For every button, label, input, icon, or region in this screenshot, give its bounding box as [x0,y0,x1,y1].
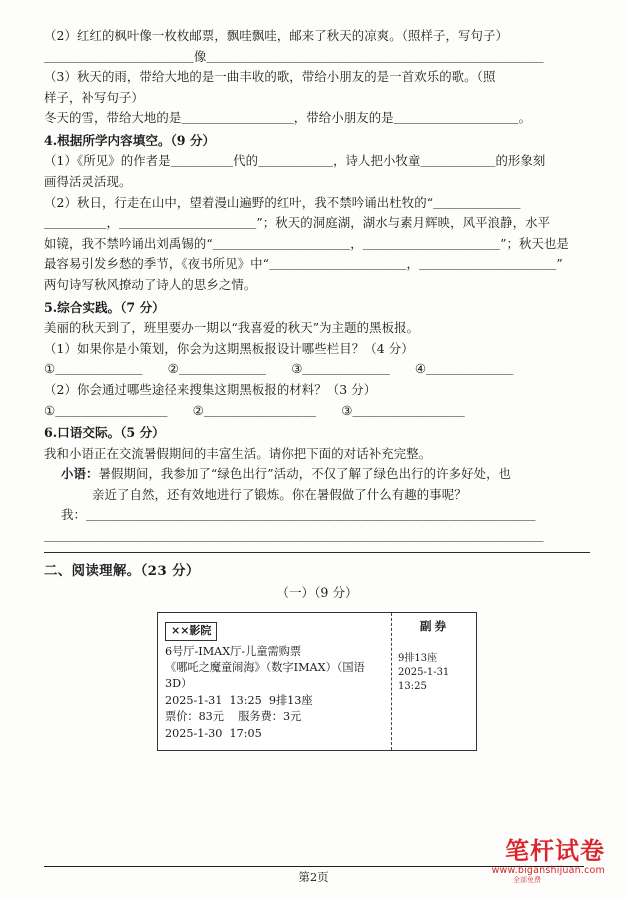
q3-item-3: （3）秋天的雨，带给大地的是一曲丰收的歌，带给小朋友的是一首欢乐的歌。（照 [44,69,496,85]
ticket-stub [392,613,476,750]
q6-heading [44,422,590,444]
ticket-purchase-time: 2025-1-30 17:05 [165,726,262,740]
q5-line-3: （2）你会通过哪些途径来搜集这期黑板报的材料？（3 分） [44,381,377,397]
ticket-stub-date: 2025-1-31 [398,666,450,678]
ticket-showtime: 2025-1-31 13:25 9排13座 [165,693,313,707]
page-number: 第2页 [298,870,329,884]
q6-reply-blank-2[interactable]: ＿＿＿＿＿＿＿＿＿＿＿＿＿＿＿＿＿＿＿＿＿＿＿＿＿＿＿＿＿＿＿＿＿＿＿＿＿＿＿＿ [44,527,544,543]
q4-line-4[interactable]: ＿＿＿＿＿，＿＿＿＿＿＿＿＿＿＿＿”；秋天的洞庭湖，湖水与素月辉映，风平浪静，水平 [44,215,551,231]
q3-item-2: （2）红红的枫叶像一枚枚邮票，飘哇飘哇，邮来了秋天的凉爽。（照样子，写句子） [44,28,508,43]
q4-line-3[interactable]: （2）秋日，行走在山中，望着漫山遍野的红叶，我不禁吟诵出杜牧的“＿＿＿＿＿＿＿ [44,194,521,210]
q5-title: 综合实践。（7 分） [57,299,165,315]
section-2 [44,560,590,751]
watermark-title: 笔杆试卷 [505,837,605,865]
ticket-price: 票价：83元 服务费：3元 [165,710,302,724]
movie-ticket [157,612,477,751]
ticket-main [158,613,392,750]
q4-number: 4. [44,132,58,148]
watermark-badge: 全部免费 [513,876,541,884]
question-3-continued [44,26,590,129]
q4-title: 根据所学内容填空。（9 分） [57,132,216,148]
q6-speaker-label: 小语： [61,466,99,482]
q4-line-1[interactable]: （1）《所见》的作者是＿＿＿＿＿代的＿＿＿＿＿＿，诗人把小牧童＿＿＿＿＿＿的形象刻 [44,153,546,169]
ticket-stub-time: 13:25 [398,680,427,692]
ticket-figure [44,612,590,751]
q5-line-2: （1）如果你是小策划，你会为这期黑板报设计哪些栏目？（4 分） [44,340,414,356]
q6-speech-line-2: 亲近了自然，还有效地进行了锻炼。你在暑假做了什么有趣的事呢？ [92,486,467,502]
q6-title: 口语交际。（5 分） [57,425,165,441]
section-2-title: 二、阅读理解。（23 分） [44,562,200,579]
ticket-cinema-name: ××影院 [165,622,217,641]
watermark-url: www.biganshijuan.com [491,865,605,876]
question-6 [44,422,590,546]
q4-line-6[interactable]: 最容易引发乡愁的季节，《夜书所见》中“＿＿＿＿＿＿＿＿＿＿＿，＿＿＿＿＿＿＿＿＿＿＿” [44,256,563,272]
question-4 [44,130,590,296]
q5-line-1: 美丽的秋天到了，班里要办一期以“我喜爱的秋天”为主题的黑板报。 [44,320,420,336]
q5-heading [44,297,590,319]
q3-item-2-blank[interactable]: ＿＿＿＿＿＿＿＿＿＿＿＿像＿＿＿＿＿＿＿＿＿＿＿＿＿＿＿＿＿＿＿＿＿＿＿＿＿＿＿ [44,48,544,64]
q6-reply-row[interactable] [44,505,590,526]
q5-answer-row-1[interactable]: ①＿＿＿＿＿＿＿ ②＿＿＿＿＿＿＿ ③＿＿＿＿＿＿＿ ④＿＿＿＿＿＿＿ [44,361,514,377]
q5-number: 5. [44,299,58,315]
q6-intro: 我和小语正在交流暑假期间的丰富生活。请你把下面的对话补充完整。 [44,445,432,461]
q4-line-7: 两句诗写秋风撩动了诗人的思乡之情。 [44,277,257,293]
q6-reply-blank-1[interactable]: ＿＿＿＿＿＿＿＿＿＿＿＿＿＿＿＿＿＿＿＿＿＿＿＿＿＿＿＿＿＿＿＿＿＿＿＿ [85,507,536,523]
q6-speech-line-1: 暑假期间，我参加了“绿色出行”活动，不仅了解了绿色出行的许多好处，也 [98,466,512,482]
q4-heading [44,130,590,152]
ticket-hall: 6号厅-IMAX厅-儿童需购票 [165,644,302,658]
ticket-stub-title: 副券 [419,618,450,633]
watermark [492,838,605,876]
q6-dialog [44,464,590,485]
q4-line-5[interactable]: 如镜，我不禁吟诵出刘禹锡的“＿＿＿＿＿＿＿＿＿＿＿，＿＿＿＿＿＿＿＿＿＿＿”；秋天也是 [44,235,569,251]
q3-item-3-blank[interactable]: 冬天的雪，带给大地的是＿＿＿＿＿＿＿＿＿，带给小朋友的是＿＿＿＿＿＿＿＿＿＿。 [44,110,532,126]
question-5 [44,297,590,421]
section-divider [44,552,590,553]
q6-reply-label: 我： [61,507,86,523]
ticket-stub-seat: 9排13座 [398,652,438,664]
ticket-movie-title: 《哪吒之魔童闹海》（数字IMAX）（国语3D） [165,660,365,691]
q5-answer-row-2[interactable]: ①＿＿＿＿＿＿＿＿＿ ②＿＿＿＿＿＿＿＿＿ ③＿＿＿＿＿＿＿＿＿ [44,402,465,418]
q4-line-2: 画得活灵活现。 [44,174,132,190]
page-content [44,26,590,751]
q3-item-3-cont: 样子，补写句子） [44,89,144,105]
q6-number: 6. [44,425,58,441]
section-2-subtitle: （一）（9 分） [276,584,358,600]
